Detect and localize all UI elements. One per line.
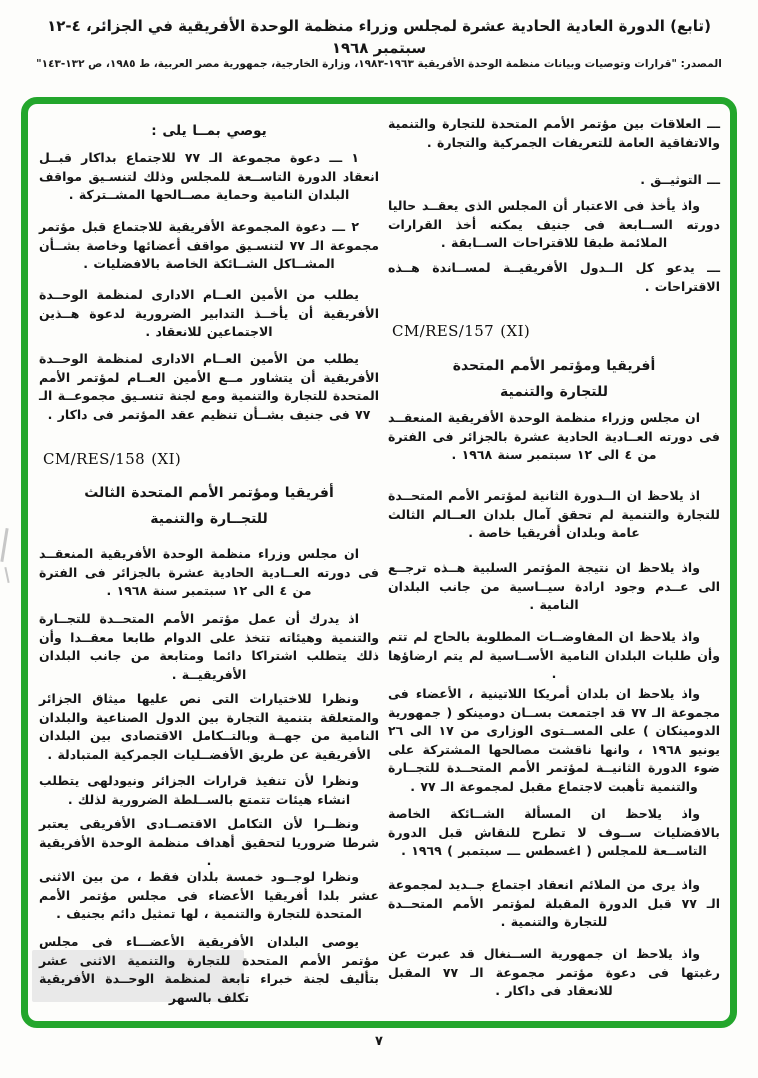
resolution-code: CM/RES/158 (XI) bbox=[43, 450, 182, 468]
paragraph: ونظرا لوجــود خمسة بلدان فقط ، من بين الاثنى عشر بلدا أفريقيا الأعضاء فى مجلس مؤتمر الأمم المتحدة للتجارة والتنمية ، لها تمثيل دائم بجنيف . bbox=[39, 869, 379, 921]
paragraph: ونظرا لأن تنفيذ قرارات الجزائر ونيودلهى يتطلب انشاء هيئات تتمتع بالســلطة الضرورية لذلك . bbox=[39, 773, 359, 807]
paragraph: واذ يلاحظ ان المسألة الشــائكة الخاصة بالافضليات ســوف لا تطرح للنقاش قبل الدورة التاســعة للمجلس ( اغسطس ـــ سبتمبر ) ١٩٦٩ . bbox=[388, 806, 720, 858]
section-heading-line1: أفريقيا ومؤتمر الأمم المتحدة bbox=[452, 358, 656, 374]
paragraph: ان مجلس وزراء منظمة الوحدة الأفريقية المنعقــد فى دورته العــادية الحادية عشرة بالجزائر فى الفترة من ٤ الى ١٢ سبتمبر سنة ١٩٦٨ . bbox=[388, 410, 720, 462]
paragraph: واذ يأخذ فى الاعتبار أن المجلس الذى يعقــد حاليا دورته الســابعة فى جنيف يمكنه أخذ القرارات الملائمة طبقا للاقتراحات الســابقة . bbox=[388, 198, 720, 250]
paragraph: اذ يلاحظ ان الــدورة الثانية لمؤتمر الأمم المتحــدة للتجارة والتنمية لم تحقق آمال بلدان العــالم الثالث عامة وبلدان أفريقيا خاصة . bbox=[388, 488, 720, 540]
page-number: ٧ bbox=[375, 1034, 383, 1049]
column-right bbox=[388, 104, 720, 1021]
paragraph: ان مجلس وزراء منظمة الوحدة الأفريقية المنعقــد فى دورته العــادية الحادية عشرة بالجزائر فى الفترة من ٤ الى ١٢ سبتمبر سنة ١٩٦٨ . bbox=[39, 546, 379, 598]
document-source-line: المصدر: "قرارات وتوصيات وبيانات منظمة الوحدة الأفريقية ١٩٦٣-١٩٨٣، وزارة الخارجية، جمهورية مصر العربية، ط ١٩٨٥، ص ١٣٢-١٤٣" bbox=[36, 58, 722, 70]
section-heading bbox=[388, 353, 720, 405]
paragraph: ١ ـــ دعوة مجموعة الـ ٧٧ للاجتماع بداكار قبــل انعقاد الدورة التاســعة للمجلس وذلك لتنسـيق مواقف البلدان النامية وحماية مصــالحها المشــتركة . bbox=[39, 150, 379, 202]
paragraph: ٢ ـــ دعوة المجموعة الأفريقية للاجتماع قبل مؤتمر مجموعة الـ ٧٧ لتنسـيق مواقف أعضائها وخاصة بشــأن المشــاكل الشــائكة الخاصة بالافضليات . bbox=[39, 219, 379, 271]
paragraph: اذ يدرك أن عمل مؤتمر الأمم المتحــدة للتجــارة والتنمية وهيئاته تتخذ على الدوام طابعا معقــدا وأن ذلك يتطلب اشتراكا دائما ومتابعة من جانب البلدان الأفريقيــة . bbox=[39, 611, 379, 682]
document-title: (تابع) الدورة العادية الحادية عشرة لمجلس وزراء منظمة الوحدة الأفريقية في الجزائر، ٤-١٢ سبتمبر ١٩٦٨ bbox=[47, 17, 711, 57]
paragraph: واذ يرى من الملائم انعقاد اجتماع جــديد لمجموعة الـ ٧٧ قبل الدورة المقبلة لمؤتمر الأمم المتحــدة للتجارة والتنمية . bbox=[388, 877, 721, 929]
paragraph: يطلب من الأمين العــام الادارى لمنظمة الوحــدة الأفريقية أن يتشاور مــع الأمين العــام لمؤتمر الأمم المتحدة للتجارة والتنمية ومع لجنة تنسـيق مجموعــة الـ ٧٧ فى جنيف بشــأن تنظيم عقد المؤتمر فى داكار . bbox=[39, 351, 379, 422]
bullet-item: ـــ يدعو كل الــدول الأفريقيــة لمســاندة هــذه الاقتراحات . bbox=[388, 260, 720, 294]
margin-pencil-mark bbox=[0, 528, 8, 562]
paragraph: ونظرا للاختيارات التى نص عليها ميثاق الجزائر والمتعلقة بتنمية التجارة بين الدول الصناعية والبلدان النامية من جهــة وبالتــكامل الاقتصادى بين البلدان الأفريقية عن طريق الأفضــليات الجمركية المتبادلة . bbox=[39, 691, 379, 762]
paragraph: يطلب من الأمين العــام الادارى لمنظمة الوحــدة الأفريقية أن يأخــذ التدابير الضرورية لدعوة هــذين الاجتماعين للانعقاد . bbox=[39, 287, 379, 339]
section-heading-line1: أفريقيا ومؤتمر الأمم المتحدة الثالث bbox=[84, 485, 334, 501]
paragraph: واذ يلاحظ ان المفاوضــات المطلوبة بالحاح لم تتم وأن طلبات البلدان النامية الأســاسية لم يتم ارضاؤها . bbox=[388, 629, 720, 681]
bullet-item: ـــ العلاقات بين مؤتمر الأمم المتحدة للتجارة والتنمية والاتفاقية العامة للتعريفات الجمركية والتجارة . bbox=[388, 116, 720, 150]
paragraph: واذ يلاحظ ان نتيجة المؤتمر السلبية هــذه ترجــع الى عــدم وجود ارادة سيــاسية من جانب البلدان النامية . bbox=[388, 560, 720, 612]
recommendation-heading: يوصي بمــا يلى : bbox=[151, 123, 267, 139]
green-border-frame bbox=[21, 97, 737, 1028]
paragraph: ونظــرا لأن التكامل الاقتصــادى الأفريقى يعتبر شرطا ضروريا لتحقيق أهداف منظمة الوحدة الأفريقية . bbox=[39, 816, 379, 868]
column-left bbox=[39, 104, 379, 1021]
paragraph: واذ يلاحظ ان جمهورية الســنغال قد عبرت عن رغبتها فى دعوة مؤتمر مجموعة الـ ٧٧ المقبل للانعقاد فى داكار . bbox=[388, 946, 720, 998]
bullet-item: ـــ التوثيــق . bbox=[640, 172, 720, 187]
section-heading bbox=[39, 480, 379, 532]
margin-pencil-mark bbox=[4, 567, 9, 583]
paragraph: واذ يلاحظ ان بلدان أمريكا اللاتينية ، الأعضاء فى مجموعة الـ ٧٧ قد اجتمعت بســان دومينكو ( جمهورية الدومينكان ) على المســتوى الوزارى من ١٧ الى ٢٦ يونيو ١٩٦٨ ، وانها ناقشت مصالحها المشتركة على ضوء الدورة الثانيــة لمؤتمر الأمم المتحــدة للتجــارة والتنمية تأهبت لاجتماع مقبل لمجموعة الـ ٧٧ . bbox=[388, 686, 721, 794]
section-heading-line2: للتجارة والتنمية bbox=[499, 384, 608, 400]
resolution-code: CM/RES/157 (XI) bbox=[392, 322, 531, 340]
section-heading-line2: للتجــارة والتنمية bbox=[150, 511, 268, 527]
paragraph: يوصى البلدان الأفريقية الأعضـــاء فى مجلس مؤتمر الأمم المتحدة للتجارة والتنمية الاثنى عشر بتأليف لجنة خبراء تابعة لمنظمة الوحــدة الأفريقية تكلف بالسهر bbox=[39, 934, 379, 1005]
